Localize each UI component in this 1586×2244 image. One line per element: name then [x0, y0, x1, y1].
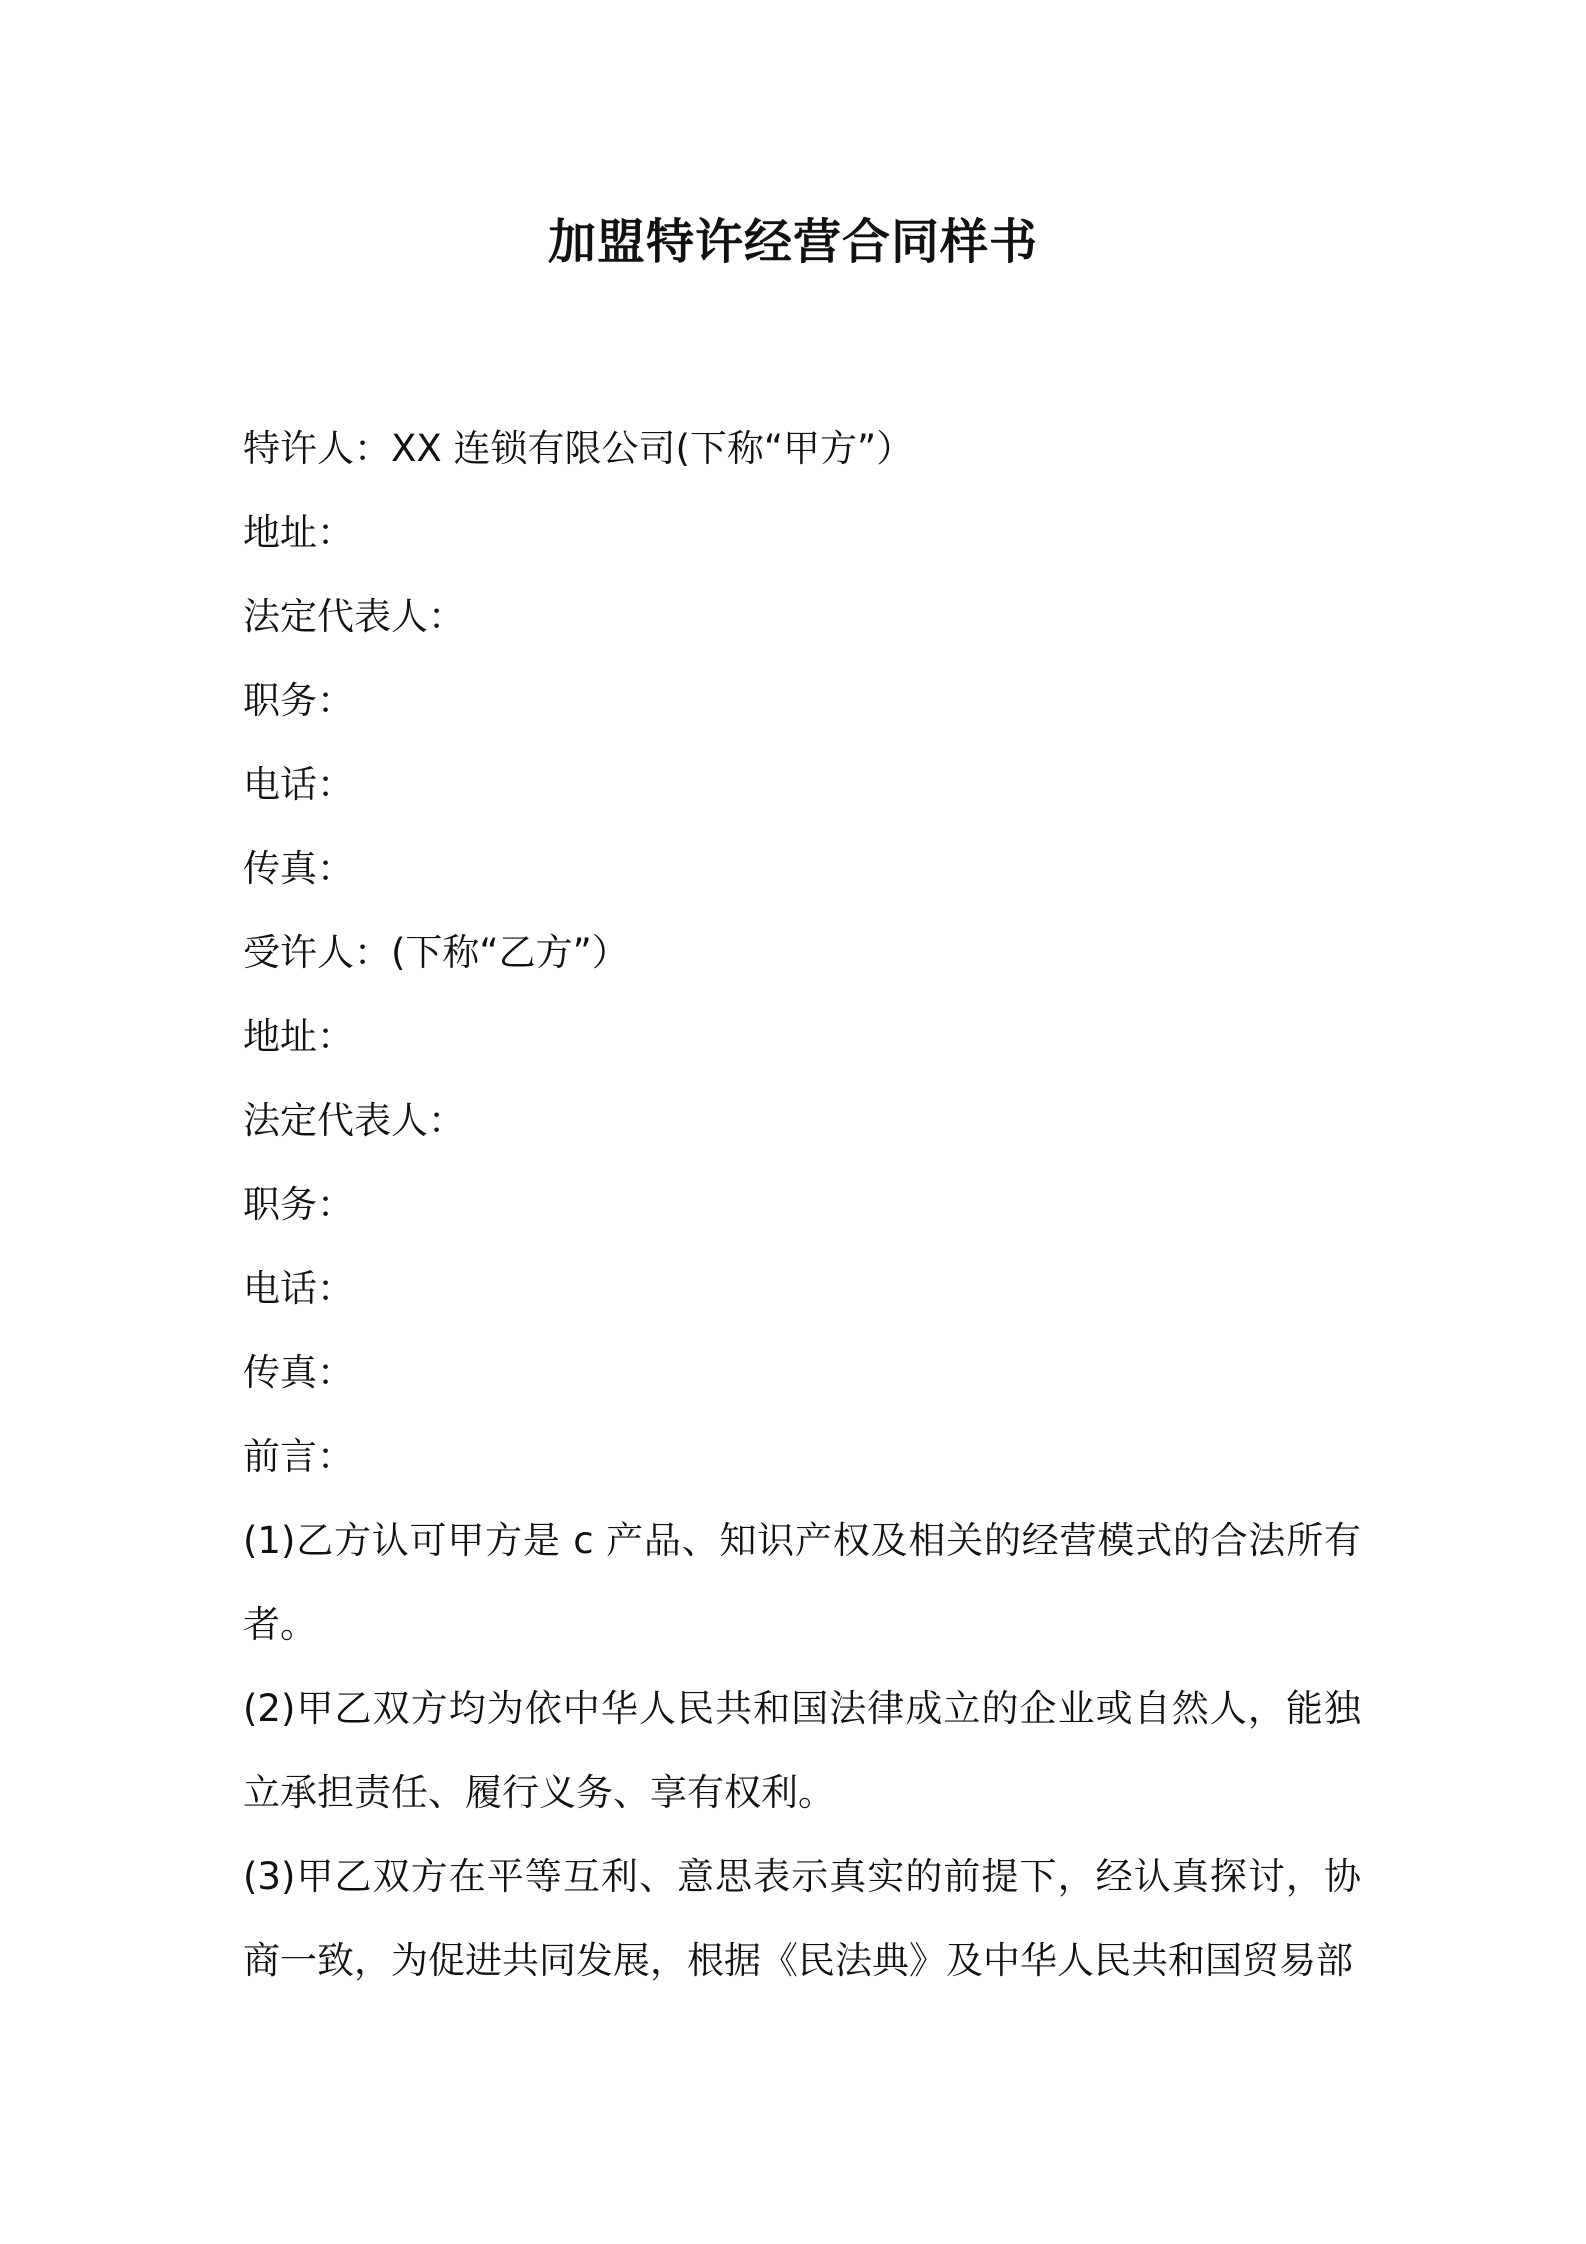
preamble-paragraph-2: (2)甲乙双方均为依中华人民共和国法律成立的企业或自然人，能独立承担责任、履行义务、享有权利。: [243, 1687, 1361, 1814]
document-body: [243, 407, 1361, 2003]
franchisee-legal-rep-field: 法定代表人：: [243, 1099, 465, 1142]
franchisor-phone-field: 电话：: [243, 763, 354, 806]
franchisor-position-field: 职务：: [243, 679, 354, 722]
franchisor-address-field: 地址：: [243, 511, 354, 554]
franchisee-position-field: 职务：: [243, 1183, 354, 1226]
franchisee-line: 受许人：(下称“乙方”）: [243, 931, 629, 974]
franchisor-legal-rep-field: 法定代表人：: [243, 595, 465, 638]
preamble-heading: 前言：: [243, 1435, 354, 1478]
franchisee-fax-field: 传真：: [243, 1351, 354, 1394]
franchisee-phone-field: 电话：: [243, 1267, 354, 1310]
franchisor-fax-field: 传真：: [243, 847, 354, 890]
preamble-paragraph-1: (1)乙方认可甲方是 c 产品、知识产权及相关的经营模式的合法所有者。: [243, 1519, 1361, 1646]
franchisee-address-field: 地址：: [243, 1015, 354, 1058]
franchisor-line: 特许人：XX 连锁有限公司(下称“甲方”）: [243, 427, 914, 470]
document-title: 加盟特许经营合同样书: [547, 214, 1038, 270]
preamble-paragraph-3: (3)甲乙双方在平等互利、意思表示真实的前提下，经认真探讨，协商一致，为促进共同发展，根据《民法典》及中华人民共和国贸易部: [243, 1855, 1361, 1982]
